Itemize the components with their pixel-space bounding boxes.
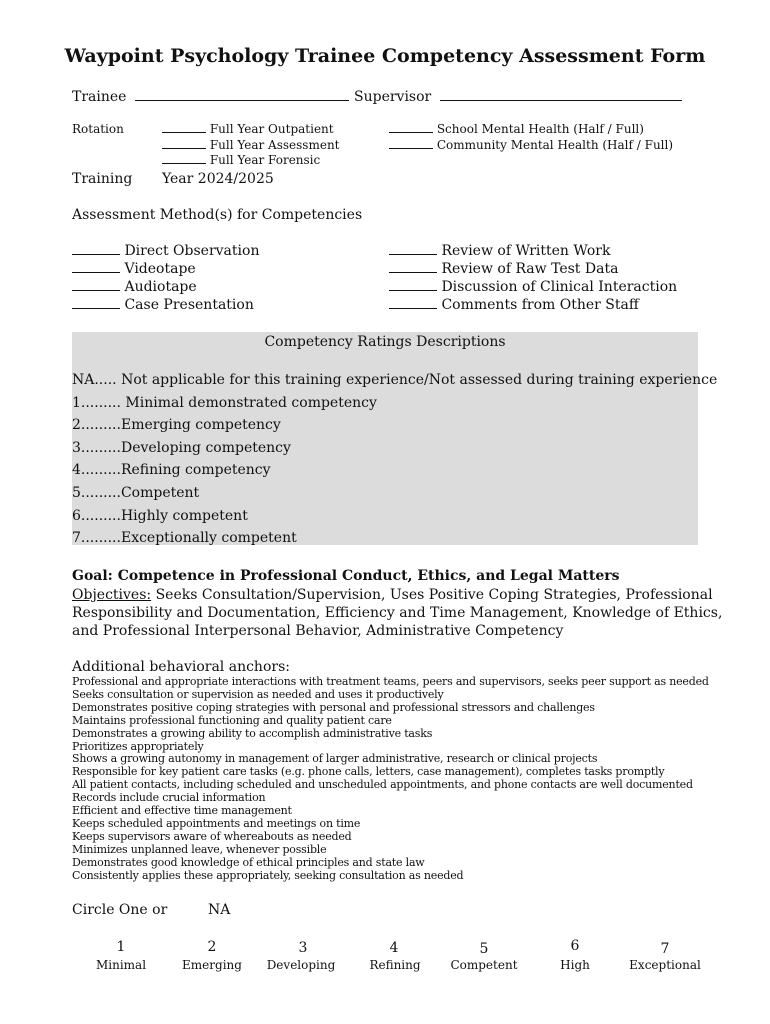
goal-heading: Goal: Competence in Professional Conduct, Ethics, and Legal Matters (72, 568, 620, 584)
scale-label: Developing (266, 958, 336, 972)
method-label: Audiotape (124, 279, 197, 295)
method-label: Comments from Other Staff (441, 297, 639, 313)
training-year: Year 2024/2025 (162, 171, 274, 187)
scale-number[interactable]: 1 (116, 939, 126, 955)
trainee-field[interactable] (135, 88, 349, 101)
rotation-option-label: Full Year Forensic (209, 153, 321, 167)
method-label: Review of Raw Test Data (441, 261, 619, 277)
method-label: Videotape (124, 261, 196, 277)
scale-number[interactable]: 5 (479, 941, 489, 957)
anchor-item: Efficient and effective time management (72, 804, 292, 818)
training-label: Training (72, 171, 133, 187)
anchor-item: Keeps scheduled appointments and meetings on time (72, 816, 361, 830)
rotation-left-options (162, 122, 340, 169)
method-label: Direct Observation (124, 243, 260, 259)
method-check-blank[interactable] (389, 278, 437, 291)
trainee-row (72, 88, 349, 105)
rotation-option-label: School Mental Health (Half / Full) (436, 122, 644, 136)
scale-number[interactable]: 7 (660, 941, 670, 957)
anchor-item: Minimizes unplanned leave, whenever possible (72, 842, 327, 856)
method-check-blank[interactable] (389, 260, 437, 273)
circle-label: Circle One or (72, 902, 168, 918)
anchor-item: Demonstrates a growing ability to accomplish administrative tasks (72, 726, 433, 740)
anchor-item: Keeps supervisors aware of whereabouts as needed (72, 829, 352, 843)
rotation-right-options (389, 122, 673, 153)
anchor-item: Demonstrates good knowledge of ethical principles and state law (72, 855, 425, 869)
anchors-heading: Additional behavioral anchors: (72, 659, 290, 675)
methods-right-list (389, 242, 677, 314)
scale-number[interactable]: 4 (389, 940, 399, 956)
scale-label: Emerging (182, 958, 242, 972)
trainee-label: Trainee (72, 89, 127, 105)
anchors-list (72, 676, 709, 883)
rotation-option-label: Full Year Assessment (209, 137, 340, 152)
rotation-check-blank[interactable] (162, 122, 206, 133)
anchor-item: Professional and appropriate interactions with treatment teams, peers and supervisors, seeks peer support as needed (72, 675, 709, 688)
supervisor-row (354, 88, 682, 105)
rating-item (72, 392, 717, 415)
method-option[interactable] (72, 278, 259, 296)
anchor-item: All patient contacts, including scheduled and unscheduled appointments, and phone contacts are well documented (72, 778, 693, 792)
anchor-item: Responsible for key patient care tasks (e.g. phone calls, letters, case management), completes tasks promptly (72, 765, 665, 779)
rotation-option[interactable] (162, 153, 340, 169)
anchor-item: Prioritizes appropriately (72, 739, 204, 753)
method-check-blank[interactable] (72, 242, 120, 255)
scale-label: Minimal (95, 958, 147, 972)
method-option[interactable] (389, 278, 677, 296)
anchor-item: Consistently applies these appropriately, seeking consultation as needed (72, 868, 464, 882)
method-check-blank[interactable] (72, 260, 120, 273)
na-option[interactable]: NA (208, 902, 231, 918)
rotation-check-blank[interactable] (162, 153, 206, 164)
rotation-option[interactable] (389, 122, 673, 138)
rating-item (72, 369, 717, 392)
rotation-option[interactable] (389, 138, 673, 154)
rating-key: 2......... (72, 417, 121, 434)
scale-label: Refining (369, 958, 421, 972)
rating-key: NA..... (72, 372, 117, 388)
method-option[interactable] (389, 242, 677, 260)
anchor-item: Records include crucial information (72, 791, 266, 805)
anchor-item: Shows a growing autonomy in management of larger administrative, research or clinical projects (72, 752, 598, 766)
method-check-blank[interactable] (72, 296, 120, 309)
method-label: Discussion of Clinical Interaction (441, 279, 678, 295)
rating-key: 3......... (72, 439, 121, 456)
anchor-item: Seeks consultation or supervision as needed and uses it productively (72, 687, 444, 701)
rating-desc: Exceptionally competent (120, 530, 297, 547)
objectives-text: and Professional Interpersonal Behavior, Administrative Competency (72, 623, 564, 639)
page-title: Waypoint Psychology Trainee Competency Assessment Form (64, 45, 706, 67)
rotation-label: Rotation (72, 122, 124, 136)
supervisor-label: Supervisor (354, 89, 432, 105)
objectives-text: Responsibility and Documentation, Efficiency and Time Management, Knowledge of Ethics, (72, 605, 723, 621)
rotation-check-blank[interactable] (162, 138, 206, 149)
method-option[interactable] (72, 260, 259, 278)
rating-item (72, 505, 717, 528)
scale-label: High (560, 958, 590, 972)
rating-key: 6......... (72, 507, 121, 524)
rating-desc: Developing competency (120, 439, 291, 456)
method-label: Case Presentation (124, 297, 254, 313)
method-option[interactable] (72, 296, 259, 314)
method-option[interactable] (389, 296, 677, 314)
rating-key: 1......... (72, 394, 121, 411)
anchor-item: Maintains professional functioning and quality patient care (72, 713, 392, 727)
rating-item (72, 437, 717, 460)
rating-item (72, 527, 717, 550)
objectives-label: Objectives: (72, 587, 152, 603)
scale-number[interactable]: 2 (207, 939, 217, 955)
rating-item (72, 482, 717, 505)
goal-objectives (72, 586, 722, 640)
scale-label: Exceptional (629, 958, 701, 972)
method-option[interactable] (72, 242, 259, 260)
rating-desc: Minimal demonstrated competency (125, 394, 377, 411)
rating-key: 5......... (72, 484, 121, 501)
rating-item (72, 414, 717, 437)
rotation-check-blank[interactable] (389, 122, 433, 133)
rating-key: 7......... (72, 530, 121, 547)
ratings-list (72, 369, 717, 550)
rotation-option-label: Full Year Outpatient (209, 122, 334, 136)
ratings-heading: Competency Ratings Descriptions (264, 334, 506, 350)
scale-number[interactable]: 3 (298, 940, 308, 956)
rating-desc: Highly competent (120, 507, 248, 524)
rotation-check-blank[interactable] (389, 138, 433, 149)
method-check-blank[interactable] (72, 278, 120, 291)
methods-heading: Assessment Method(s) for Competencies (72, 207, 363, 223)
rotation-option-label: Community Mental Health (Half / Full) (436, 137, 674, 152)
rotation-option[interactable] (162, 122, 340, 138)
rating-desc: Refining competency (120, 462, 271, 479)
method-check-blank[interactable] (389, 242, 437, 255)
scale-label: Competent (450, 958, 518, 972)
method-check-blank[interactable] (389, 296, 437, 309)
rating-desc: Competent (120, 484, 200, 501)
scale-number[interactable]: 6 (570, 938, 580, 954)
rating-desc: Emerging competency (120, 417, 281, 434)
rating-key: 4......... (72, 462, 121, 479)
method-option[interactable] (389, 260, 677, 278)
method-label: Review of Written Work (441, 243, 611, 259)
rotation-option[interactable] (162, 138, 340, 154)
supervisor-field[interactable] (440, 88, 682, 101)
methods-left-list (72, 242, 259, 314)
rating-desc: Not applicable for this training experience/Not assessed during training experience (121, 372, 718, 388)
anchor-item: Demonstrates positive coping strategies with personal and professional stressors and challenges (72, 700, 595, 714)
rating-item (72, 459, 717, 482)
objectives-text: Seeks Consultation/Supervision, Uses Positive Coping Strategies, Professional (155, 587, 713, 603)
